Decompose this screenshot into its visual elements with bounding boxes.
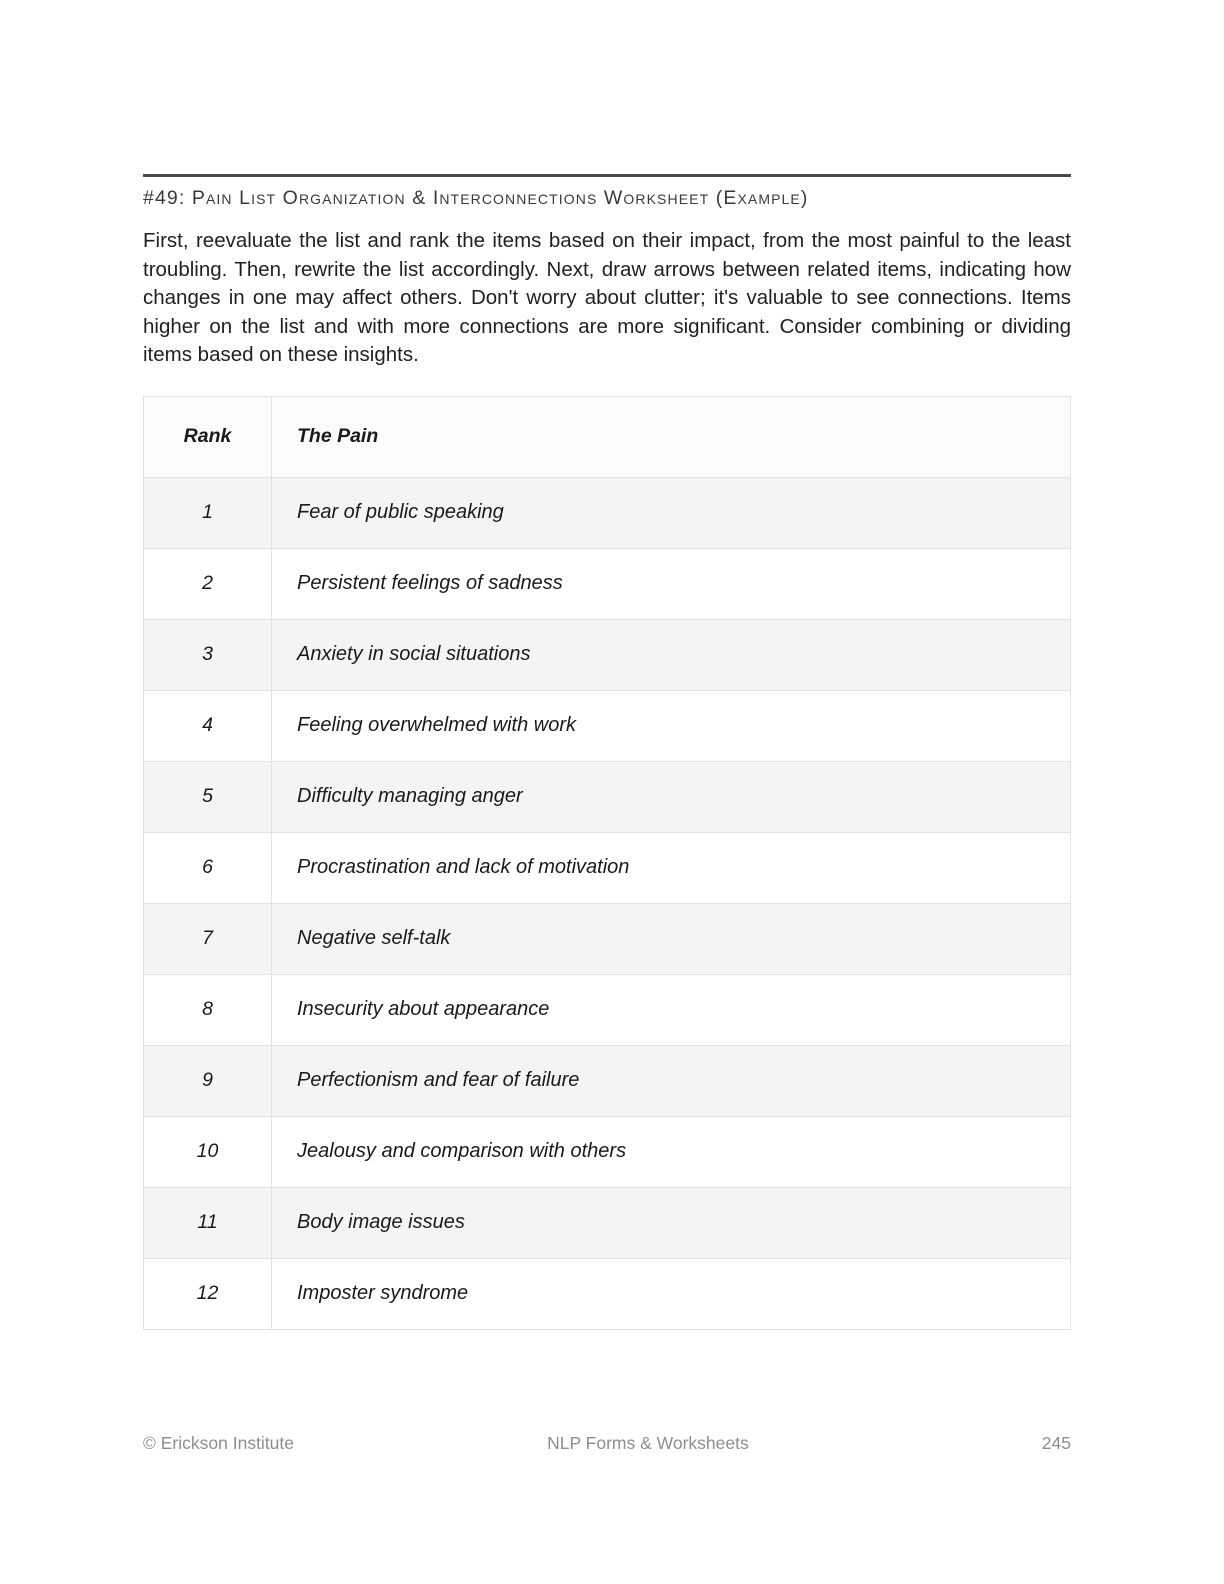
table-row — [144, 761, 1071, 832]
cell-rank: 3 — [144, 619, 272, 690]
cell-rank: 7 — [144, 903, 272, 974]
table-row — [144, 1187, 1071, 1258]
table-row — [144, 1045, 1071, 1116]
cell-rank: 1 — [144, 477, 272, 548]
cell-rank: 9 — [144, 1045, 272, 1116]
table-row — [144, 548, 1071, 619]
table-row — [144, 477, 1071, 548]
footer-page-number: 245 — [1041, 1433, 1071, 1453]
table-row — [144, 690, 1071, 761]
page-title: #49: Pain List Organization & Interconnections Worksheet (Example) — [143, 187, 809, 209]
column-header-rank: Rank — [144, 396, 272, 477]
cell-pain: Feeling overwhelmed with work — [272, 690, 1071, 761]
table-row — [144, 903, 1071, 974]
cell-rank: 10 — [144, 1116, 272, 1187]
cell-rank: 8 — [144, 974, 272, 1045]
cell-pain: Anxiety in social situations — [272, 619, 1071, 690]
cell-rank: 2 — [144, 548, 272, 619]
intro-paragraph: First, reevaluate the list and rank the items based on their impact, from the most painful to the least troubling. Then, rewrite the list accordingly. Next, draw arrows between related items, indicating how changes in one may affect others. Don't worry about clutter; it's valuable to see connections. Items higher on the list and with more connections are more significant. Consider combining or dividing items based on these insights. — [143, 229, 1071, 367]
cell-pain: Fear of public speaking — [272, 477, 1071, 548]
table-row — [144, 1116, 1071, 1187]
cell-rank: 11 — [144, 1187, 272, 1258]
cell-pain: Insecurity about appearance — [272, 974, 1071, 1045]
cell-rank: 12 — [144, 1258, 272, 1329]
cell-pain: Persistent feelings of sadness — [272, 548, 1071, 619]
table-header — [144, 396, 1071, 477]
cell-pain: Procrastination and lack of motivation — [272, 832, 1071, 903]
cell-rank: 6 — [144, 832, 272, 903]
header-rule — [143, 174, 1071, 177]
footer-copyright: © Erickson Institute — [143, 1433, 295, 1453]
table-body — [144, 477, 1071, 1329]
page-footer — [143, 1433, 1071, 1454]
cell-rank: 4 — [144, 690, 272, 761]
cell-rank: 5 — [144, 761, 272, 832]
cell-pain: Imposter syndrome — [272, 1258, 1071, 1329]
cell-pain: Difficulty managing anger — [272, 761, 1071, 832]
pain-list-table — [143, 396, 1071, 1330]
table-header-row — [144, 396, 1071, 477]
cell-pain: Jealousy and comparison with others — [272, 1116, 1071, 1187]
cell-pain: Negative self-talk — [272, 903, 1071, 974]
table-row — [144, 619, 1071, 690]
table-row — [144, 1258, 1071, 1329]
cell-pain: Perfectionism and fear of failure — [272, 1045, 1071, 1116]
footer-series-title: NLP Forms & Worksheets — [547, 1433, 749, 1453]
table-row — [144, 974, 1071, 1045]
column-header-pain: The Pain — [272, 396, 1071, 477]
table-row — [144, 832, 1071, 903]
cell-pain: Body image issues — [272, 1187, 1071, 1258]
page-content — [143, 174, 1071, 1330]
